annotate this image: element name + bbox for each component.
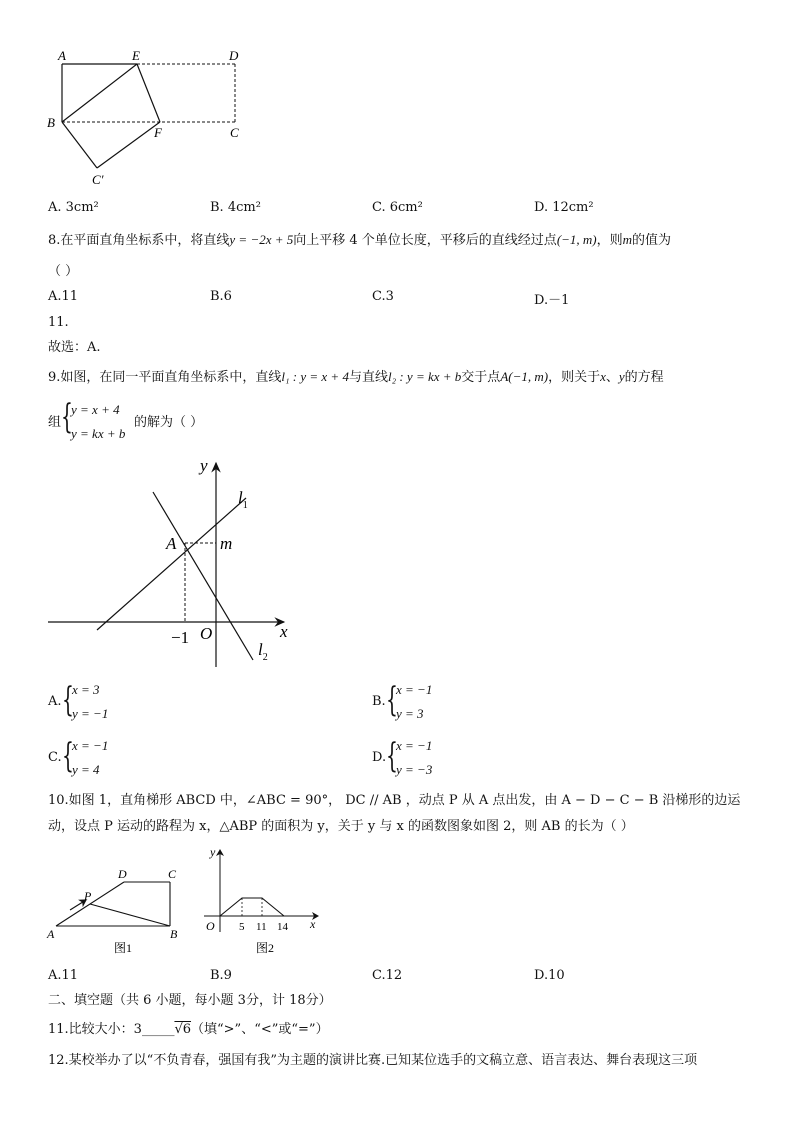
stray-number: 11. (48, 315, 69, 330)
fig1-caption: 图1 (114, 941, 133, 955)
q9-option-b-brace: { (386, 680, 398, 720)
label-D: D (229, 48, 239, 63)
fig2-x: x (310, 917, 316, 931)
q8-option-d: D.－1 (534, 293, 570, 308)
label-Cprime: C′ (92, 172, 104, 187)
q9-option-d-label: D. (372, 750, 387, 765)
graph-l2-label: $l_2$ (258, 640, 268, 663)
q8-option-a: A.11 (48, 289, 79, 304)
q10-option-b: B.9 (210, 968, 232, 983)
q9-stem: 9.如图，在同一平面直角坐标系中，直线l₁ : y = x + 4与直线l₂ : y = kx + b交于点A(−1, m)，则关于x、y的方程 (48, 369, 664, 385)
fig2-tick-11: 11 (256, 921, 267, 933)
graph-m-label: m (220, 534, 233, 553)
q10-stem-1: 10.如图 1，直角梯形 ABCD 中，∠ABC = 90°， DC // AB ，动点 P 从 A 点出发，由 A − D − C − B 沿梯形的边运 (48, 793, 741, 808)
fig2-y: y (210, 845, 216, 859)
section-heading: 二、填空题（共 6 小题，每小题 3分，计 18分） (48, 993, 332, 1008)
q7-option-a: A. 3cm² (48, 200, 99, 215)
q9-option-a-system: x = 3 y = −1 (72, 682, 109, 721)
q9-option-c-label: C. (48, 750, 62, 765)
fig2-graph-line (220, 898, 284, 916)
fig2-tick-5: 5 (239, 921, 245, 933)
label-E: E (132, 48, 140, 63)
q8-option-c: C.3 (372, 289, 394, 304)
stray-answer: 故选：A. (48, 340, 101, 355)
graph-y-label: y (200, 456, 208, 475)
q9-system-brace: { (61, 397, 73, 437)
graph-O-label: O (200, 624, 213, 643)
q9-option-d-system: x = −1 y = −3 (396, 738, 433, 777)
q10-option-c: C.12 (372, 968, 403, 983)
graph-x-label: x (280, 622, 288, 641)
q11-blank: _____ (141, 1022, 175, 1037)
label-B: B (47, 115, 55, 130)
label-C: C (230, 125, 239, 140)
q9-option-c-brace: { (62, 736, 74, 776)
q9-option-a-label: A. (48, 694, 62, 709)
q10-figure-2 (200, 842, 328, 958)
q9-option-b-system: x = −1 y = 3 (396, 682, 433, 721)
fig1-D: D (118, 867, 127, 881)
q9-option-b-label: B. (372, 694, 386, 709)
q10-option-a: A.11 (48, 968, 79, 983)
fig1-P: P (84, 889, 92, 903)
fig1-C: C (168, 867, 177, 881)
fig2-O: O (206, 919, 215, 933)
graph-l1-label: $l_1$ (238, 488, 248, 511)
fig2-tick-14: 14 (277, 921, 288, 933)
q7-option-d: D. 12cm² (534, 200, 594, 215)
q7-option-c: C. 6cm² (372, 200, 423, 215)
q9-stem-2-suffix: 的解为（ ） (134, 415, 204, 430)
q9-option-c-system: x = −1 y = 4 (72, 738, 109, 777)
q11-stem: 11.比较大小：3_____√6（填“>”、“<”或“=”） (48, 1022, 329, 1037)
q7-option-b: B. 4cm² (210, 200, 261, 215)
q9-option-d-brace: { (386, 736, 398, 776)
q9-stem-2-prefix: 组 (48, 415, 62, 430)
label-A: A (58, 48, 66, 63)
q10-option-d: D.10 (534, 968, 565, 983)
q11-sqrt: √6 (174, 1022, 192, 1037)
label-F: F (154, 125, 162, 140)
graph-neg1-label: −1 (171, 628, 190, 647)
fold-figure (40, 44, 260, 192)
fig2-caption: 图2 (256, 941, 275, 955)
fig1-B: B (170, 927, 178, 941)
q12-stem: 12.某校举办了以“不负青春，强国有我”为主题的演讲比赛.已知某位选手的文稿立意、语言表达、舞台表现这三项 (48, 1053, 698, 1068)
q10-stem-2: 动，设点 P 运动的路程为 x，△ABP 的面积为 y，关于 y 与 x 的函数图象如图 2，则 AB 的长为（ ） (48, 819, 634, 834)
q9-graph (40, 455, 310, 670)
q8-option-b: B.6 (210, 289, 232, 304)
fig1-A: A (47, 927, 55, 941)
q8-stem: 8.在平面直角坐标系中，将直线y = −2x + 5向上平移 4 个单位长度，平移后的直线经过点(−1, m)，则m的值为 (48, 232, 672, 248)
q9-option-a-brace: { (62, 680, 74, 720)
q8-paren: （ ） (48, 264, 79, 279)
q9-system: y = x + 4 y = kx + b (71, 402, 126, 441)
graph-A-label: A (166, 534, 177, 553)
q10-figure-1 (44, 862, 194, 958)
